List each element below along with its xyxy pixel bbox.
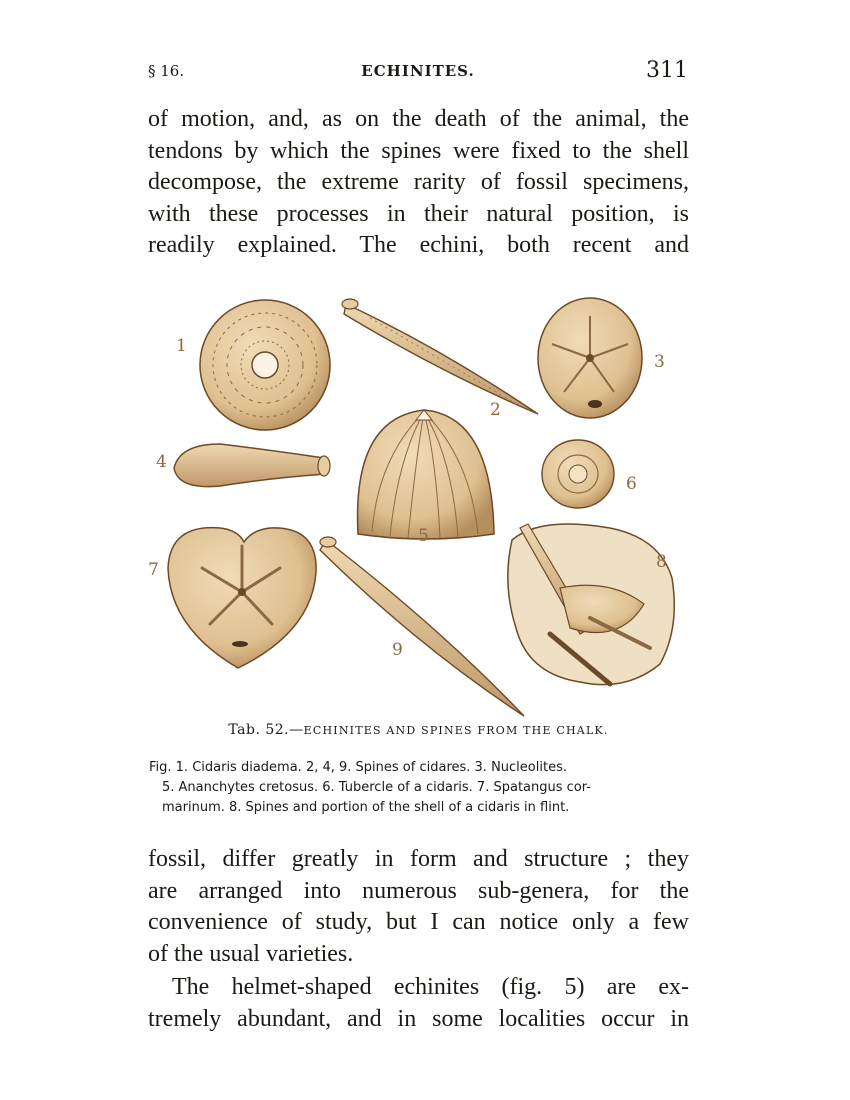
fig-label-8: 8 <box>656 552 667 572</box>
fig-label-9: 9 <box>392 640 403 660</box>
fig-label-3: 3 <box>654 352 665 372</box>
text-line: tremely abundant, and in some localities occur in <box>148 1005 689 1032</box>
fig-2-cidaris-spine <box>342 299 538 414</box>
fig-8-spines-in-flint <box>508 524 674 685</box>
text-line: readily explained. The echini, both recent and <box>148 232 689 258</box>
fig-3-nucleolites <box>538 298 642 418</box>
fig-label-7: 7 <box>148 560 159 580</box>
page-number: 311 <box>646 58 688 83</box>
fig-7-spatangus-cor-marinum <box>168 528 316 668</box>
fig-5-ananchytes-cretosus <box>358 410 494 539</box>
text-line: with these processes in their natural position, is <box>148 200 689 227</box>
text-line: are arranged into numerous sub-genera, for the <box>148 877 689 904</box>
text-line: of the usual varieties. <box>148 940 354 967</box>
fig-6-tubercle <box>542 440 614 508</box>
plate-caption <box>148 722 689 738</box>
top-paragraph <box>148 104 689 262</box>
fig-label-4: 4 <box>156 452 167 472</box>
fig-9-cidaris-spine <box>320 537 524 716</box>
plate-illustration <box>140 288 700 720</box>
fig-label-5: 5 <box>418 526 429 546</box>
fig-label-2: 2 <box>490 400 501 420</box>
text-line: The helmet-shaped echinites (fig. 5) are ex- <box>172 974 689 1000</box>
text-line: convenience of study, but I can notice only a few <box>148 909 689 935</box>
caption-title: ECHINITES AND SPINES FROM THE CHALK. <box>303 724 609 737</box>
fig-4-cidaris-spine <box>174 444 330 487</box>
text-line: of motion, and, as on the death of the animal, the <box>148 106 689 132</box>
fossil-plate <box>140 288 700 720</box>
fig-label-1: 1 <box>176 336 187 356</box>
section-number: § 16. <box>148 62 185 80</box>
caption-prefix: Tab. 52.— <box>228 722 304 738</box>
fig-1-cidaris-diadema <box>200 300 330 430</box>
bottom-paragraph-1 <box>148 844 689 970</box>
figure-legend <box>149 758 689 818</box>
running-title: ECHINITES. <box>361 62 475 80</box>
text-line: decompose, the extreme rarity of fossil specimens, <box>148 169 689 195</box>
legend-line: Fig. 1. Cidaris diadema. 2, 4, 9. Spines of cidares. 3. Nucleolites. <box>149 760 567 775</box>
legend-line: 5. Ananchytes cretosus. 6. Tubercle of a cidaris. 7. Spatangus cor- <box>162 780 591 795</box>
fig-label-6: 6 <box>626 474 637 494</box>
running-header <box>148 58 688 90</box>
legend-line: marinum. 8. Spines and portion of the shell of a cidaris in flint. <box>162 800 570 815</box>
bottom-paragraph-2 <box>148 972 689 1035</box>
text-line: fossil, differ greatly in form and structure ; they <box>148 846 689 872</box>
text-line: tendons by which the spines were fixed to the shell <box>148 137 689 164</box>
